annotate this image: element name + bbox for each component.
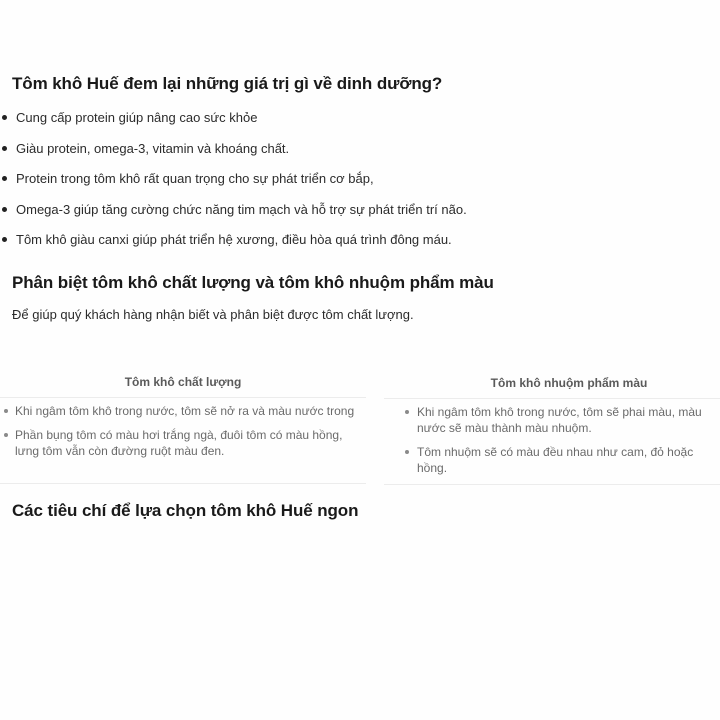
- dyed-points-list: [384, 404, 720, 484]
- bullet-icon: [2, 176, 7, 181]
- list-item: [0, 137, 720, 168]
- point-text: Tôm nhuộm sẽ có màu đều nhau như cam, đỏ hoặc hồng.: [417, 445, 694, 475]
- point-text: Khi ngâm tôm khô trong nước, tôm sẽ nở ra và màu nước trong: [15, 404, 355, 418]
- list-item: [0, 228, 720, 259]
- compare-heading: Phân biệt tôm khô chất lượng và tôm khô nhuộm phẩm màu: [12, 273, 494, 292]
- bullet-icon: [405, 410, 409, 414]
- list-item: [384, 444, 720, 476]
- bullet-icon: [4, 409, 8, 413]
- bullet-icon: [4, 433, 8, 437]
- quality-points-list: [0, 403, 366, 467]
- bullet-icon: [2, 237, 7, 242]
- point-text: Phần bụng tôm có màu hơi trắng ngà, đuôi tôm có màu hồng, lưng tôm vẫn còn đường ruột màu đen.: [15, 428, 343, 458]
- column-title: Tôm khô chất lượng: [124, 375, 242, 389]
- divider: [384, 398, 720, 399]
- bullet-icon: [2, 115, 7, 120]
- list-item: [0, 106, 720, 137]
- divider: [384, 484, 720, 485]
- point-text: Khi ngâm tôm khô trong nước, tôm sẽ phai màu, màu nước sẽ màu thành màu nhuộm.: [417, 405, 702, 435]
- benefit-text: Cung cấp protein giúp nâng cao sức khỏe: [16, 110, 258, 125]
- nutrition-heading: Tôm khô Huế đem lại những giá trị gì về dinh dưỡng?: [12, 74, 443, 93]
- list-item: [0, 198, 720, 229]
- compare-intro: Để giúp quý khách hàng nhận biết và phân biệt được tôm chất lượng.: [12, 307, 414, 322]
- dyed-shrimp-column: [384, 366, 720, 486]
- bullet-icon: [405, 450, 409, 454]
- quality-shrimp-column: [0, 366, 366, 486]
- column-title: Tôm khô nhuộm phẩm màu: [490, 376, 648, 390]
- benefit-text: Tôm khô giàu canxi giúp phát triển hệ xương, điều hòa quá trình đông máu.: [16, 232, 452, 247]
- benefit-text: Omega-3 giúp tăng cường chức năng tim mạch và hỗ trợ sự phát triển trí não.: [16, 201, 467, 217]
- benefits-list: [0, 106, 720, 259]
- divider: [0, 397, 366, 398]
- divider: [0, 483, 366, 484]
- list-item: [384, 404, 720, 436]
- bullet-icon: [2, 207, 7, 212]
- criteria-heading: Các tiêu chí để lựa chọn tôm khô Huế ngon: [12, 501, 359, 520]
- list-item: [0, 427, 366, 459]
- benefit-text: Giàu protein, omega-3, vitamin và khoáng chất.: [16, 140, 290, 156]
- list-item: [0, 167, 720, 198]
- list-item: [0, 403, 366, 419]
- benefit-text: Protein trong tôm khô rất quan trọng cho sự phát triển cơ bắp,: [16, 171, 374, 186]
- bullet-icon: [2, 146, 7, 151]
